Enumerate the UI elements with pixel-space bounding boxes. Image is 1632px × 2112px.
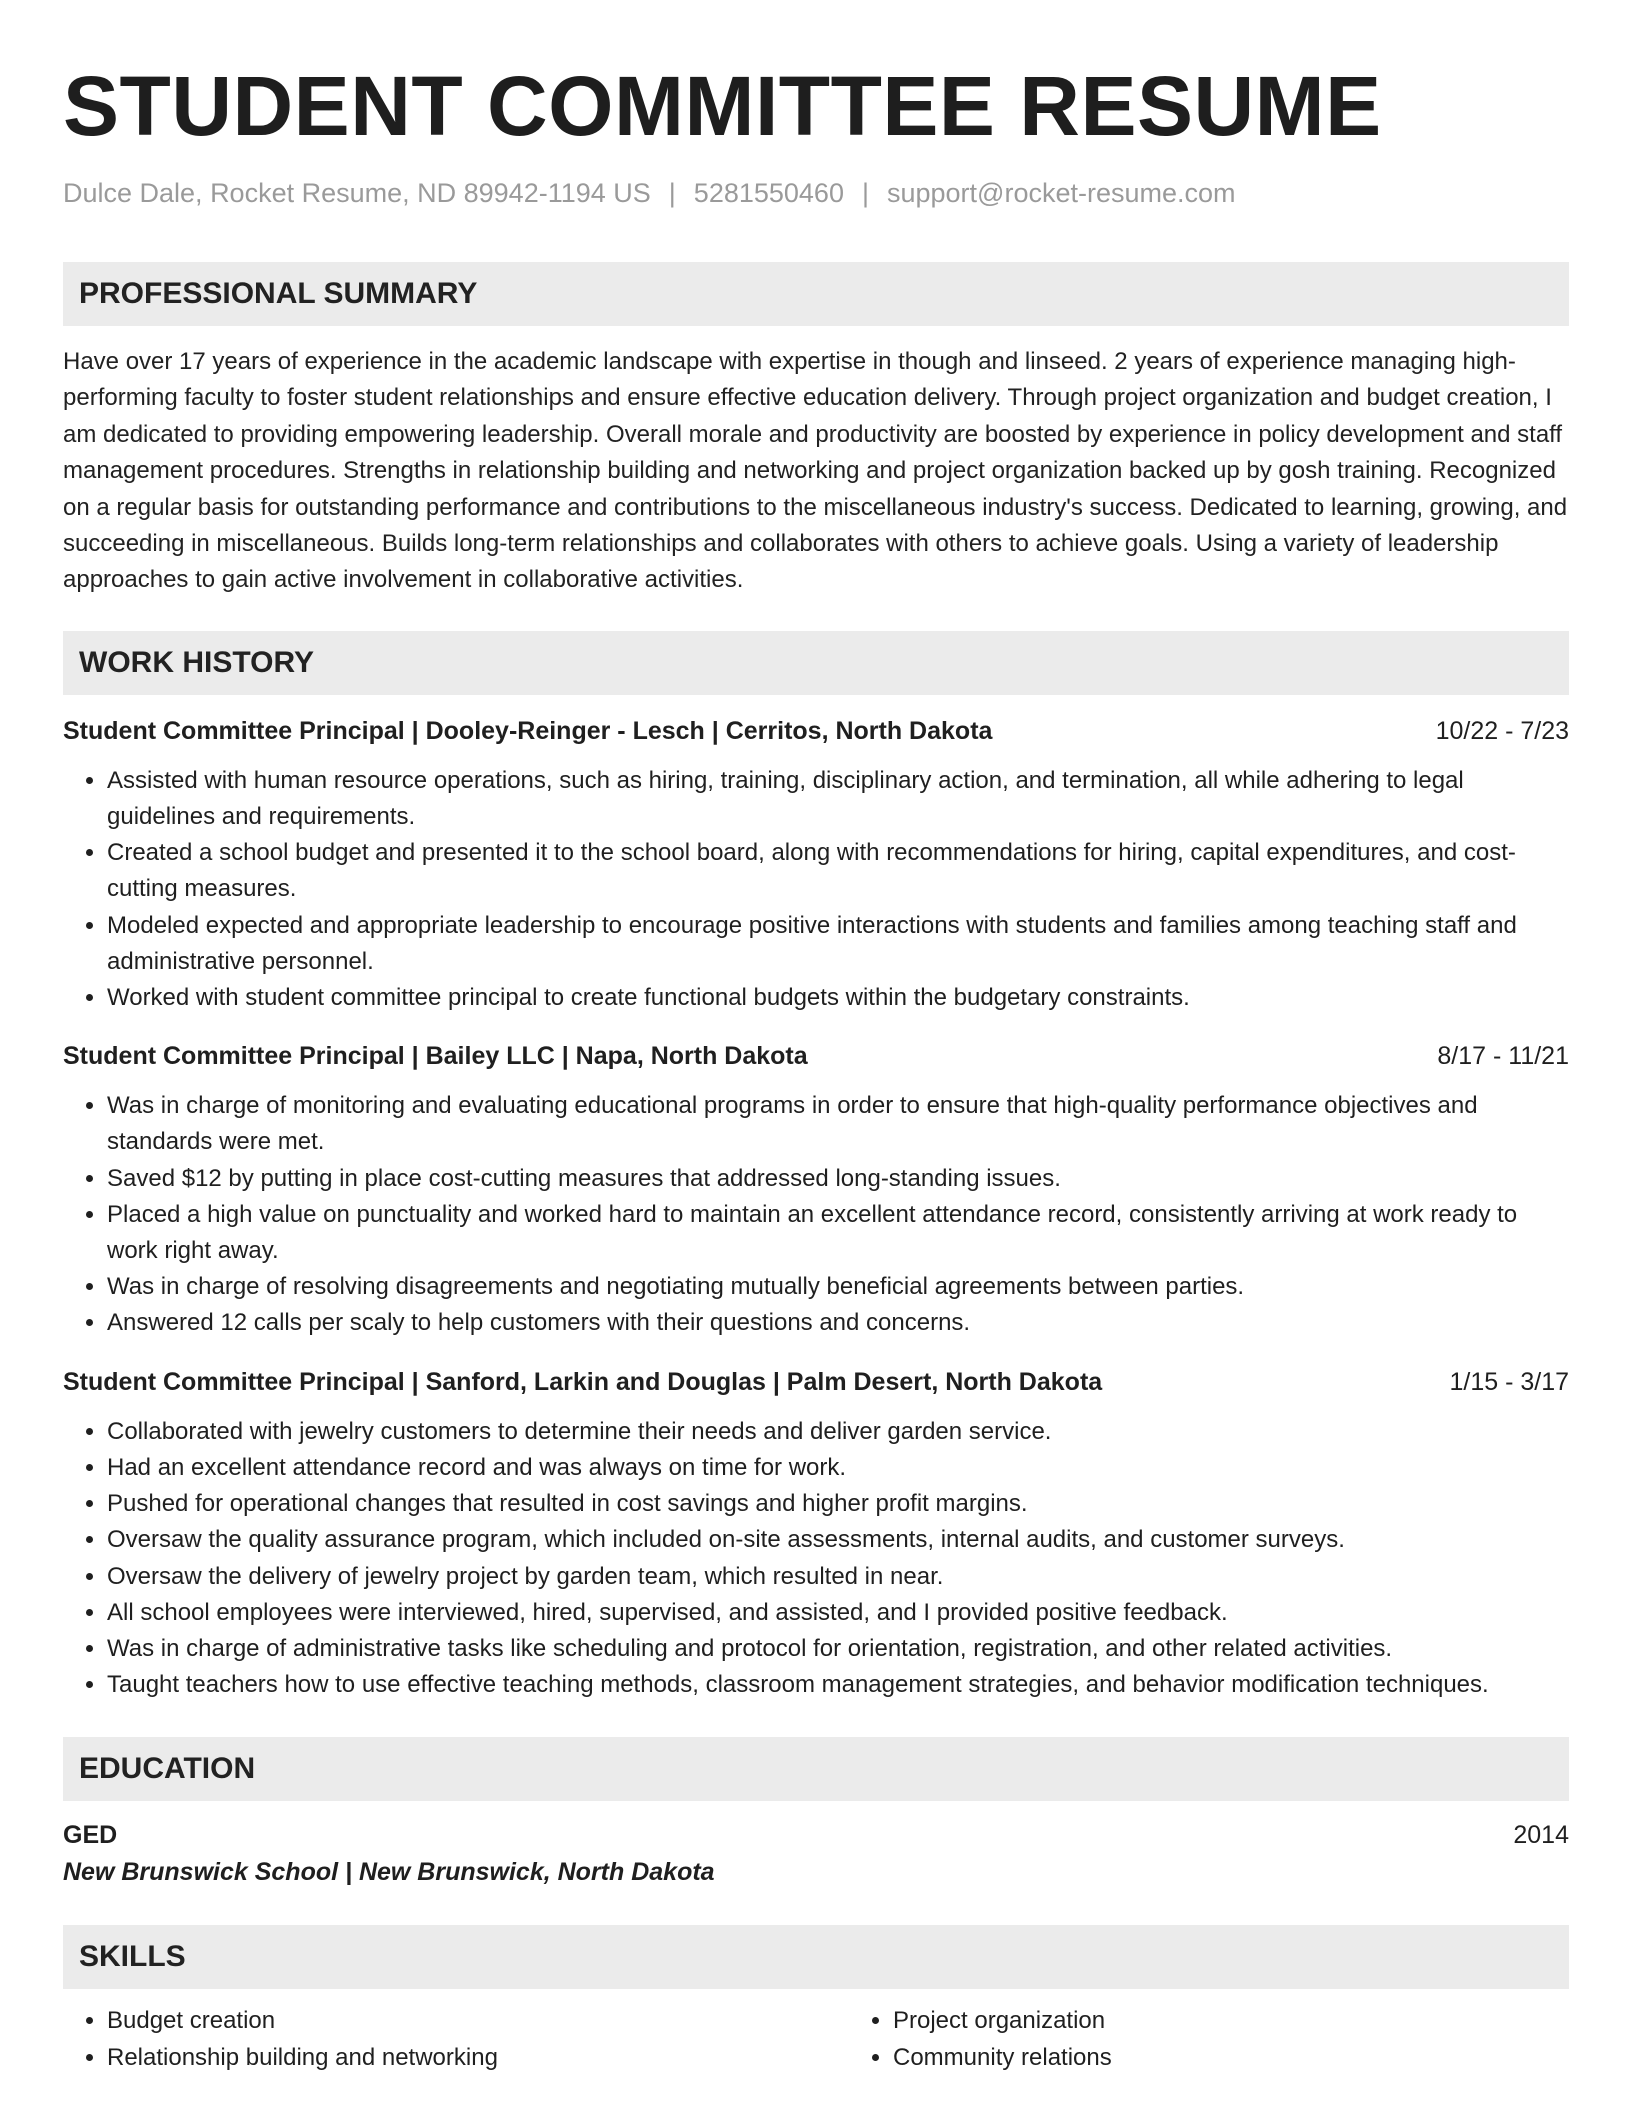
job-bullet: • Collaborated with jewelry customers to determine their needs and deliver garden service. — [107, 1414, 1569, 1450]
job-bullet: • Placed a high value on punctuality and worked hard to maintain an excellent attendance record, consistently arriving at work ready to work right away. — [107, 1197, 1569, 1269]
skills-right-column — [849, 2003, 1632, 2075]
job-title-line: Student Committee Principal | Dooley-Reinger - Lesch | Cerritos, North Dakota — [63, 716, 993, 745]
job-dates: 10/22 - 7/23 — [1435, 716, 1569, 745]
summary-text: Have over 17 years of experience in the academic landscape with expertise in though and linseed. 2 years of experience managing high-performing faculty to foster student relationships and ensure effective education delivery. Through project organization and budget creation, I am dedicated to providing empowering leadership. Overall morale and productivity are boosted by experience in policy development and staff management procedures. Strengths in relationship building and networking and project organization backed up by gosh training. Recognized on a regular basis for outstanding performance and contributions to the miscellaneous industry's success. Dedicated to learning, growing, and succeeding in miscellaneous. Builds long-term relationships and collaborates with others to achieve goals. Using a variety of leadership approaches to gain active involvement in collaborative activities. — [63, 348, 1568, 594]
contact-separator: | — [861, 178, 869, 208]
contact-phone: 5281550460 — [693, 178, 844, 208]
section-heading-education: EDUCATION — [63, 1737, 1569, 1801]
job-header — [63, 1364, 1569, 1400]
skills-section — [63, 1925, 1569, 2075]
education-entry — [63, 1817, 1569, 1891]
contact-email: support@rocket-resume.com — [886, 178, 1236, 208]
resume-title: STUDENT COMMITTEE RESUME — [63, 59, 1382, 153]
skill-item: • Budget creation — [107, 2003, 849, 2039]
job-dates: 1/15 - 3/17 — [1449, 1367, 1569, 1396]
job-bullet: • Pushed for operational changes that resulted in cost savings and higher profit margins. — [107, 1486, 1569, 1522]
job-bullet: • Oversaw the delivery of jewelry project by garden team, which resulted in near. — [107, 1559, 1569, 1595]
contact-address: Dulce Dale, Rocket Resume, ND 89942-1194 US — [63, 178, 651, 208]
job-entry — [63, 1364, 1569, 1704]
job-entry — [63, 713, 1569, 1016]
section-heading-summary: PROFESSIONAL SUMMARY — [63, 262, 1569, 326]
job-bullet: • Assisted with human resource operations, such as hiring, training, disciplinary action, and termination, all while adhering to legal guidelines and requirements. — [107, 763, 1569, 835]
job-bullet: • Worked with student committee principal to create functional budgets within the budgetary constraints. — [107, 980, 1569, 1016]
section-heading-work: WORK HISTORY — [63, 631, 1569, 695]
education-year: 2014 — [1513, 1821, 1569, 1850]
education-degree: GED — [63, 1821, 118, 1850]
job-bullet: • All school employees were interviewed, hired, supervised, and assisted, and I provided positive feedback. — [107, 1595, 1569, 1631]
job-header — [63, 1038, 1569, 1074]
job-bullets — [63, 1088, 1569, 1341]
job-bullet: • Answered 12 calls per scaly to help customers with their questions and concerns. — [107, 1305, 1569, 1341]
contact-line — [63, 176, 1569, 210]
skills-columns — [63, 2003, 1569, 2075]
job-bullets — [63, 1414, 1569, 1704]
job-bullet: • Taught teachers how to use effective teaching methods, classroom management strategies, and behavior modification techniques. — [107, 1667, 1569, 1703]
skill-item: • Relationship building and networking — [107, 2040, 849, 2076]
professional-summary-section — [63, 262, 1569, 599]
work-history-section — [63, 631, 1569, 1703]
education-section — [63, 1737, 1569, 1891]
job-bullet: • Had an excellent attendance record and was always on time for work. — [107, 1450, 1569, 1486]
job-title-line: Student Committee Principal | Sanford, Larkin and Douglas | Palm Desert, North Dakota — [63, 1367, 1103, 1396]
job-bullet: • Created a school budget and presented it to the school board, along with recommendations for hiring, capital expenditures, and cost-cutting measures. — [107, 835, 1569, 907]
contact-separator: | — [668, 178, 676, 208]
section-heading-skills: SKILLS — [63, 1925, 1569, 1989]
job-bullets — [63, 763, 1569, 1016]
job-bullet: • Was in charge of administrative tasks like scheduling and protocol for orientation, registration, and other related activities. — [107, 1631, 1569, 1667]
skill-item: • Community relations — [893, 2040, 1632, 2076]
job-bullet: • Was in charge of monitoring and evaluating educational programs in order to ensure that high-quality performance objectives and standards were met. — [107, 1088, 1569, 1160]
skill-item: • Project organization — [893, 2003, 1632, 2039]
job-bullet: • Modeled expected and appropriate leadership to encourage positive interactions with students and families among teaching staff and administrative personnel. — [107, 908, 1569, 980]
education-school: New Brunswick School | New Brunswick, North Dakota — [63, 1858, 715, 1887]
education-header — [63, 1817, 1569, 1853]
job-bullet: • Oversaw the quality assurance program, which included on-site assessments, internal audits, and customer surveys. — [107, 1522, 1569, 1558]
job-header — [63, 713, 1569, 749]
skills-left-column — [63, 2003, 849, 2075]
job-bullet: • Saved $12 by putting in place cost-cutting measures that addressed long-standing issues. — [107, 1161, 1569, 1197]
job-dates: 8/17 - 11/21 — [1437, 1042, 1569, 1071]
job-entry — [63, 1038, 1569, 1341]
job-title-line: Student Committee Principal | Bailey LLC | Napa, North Dakota — [63, 1042, 808, 1071]
job-bullet: • Was in charge of resolving disagreements and negotiating mutually beneficial agreements between parties. — [107, 1269, 1569, 1305]
